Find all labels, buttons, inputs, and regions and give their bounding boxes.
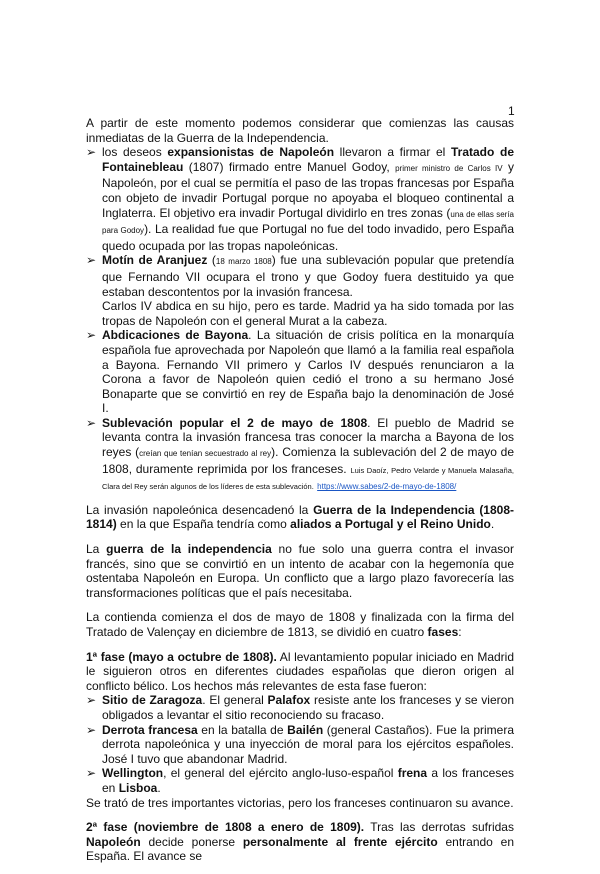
text-run: resiste ante los franceses y se vieron obligados a levantar el sitio reconociendo su fracaso.	[102, 693, 514, 722]
small-text: Luis Daoíz, Pedro Velarde y Manuela Malasaña, Clara del Rey serán algunos de los líderes de esta sublevación.	[102, 465, 514, 492]
bold-text: Lisboa	[118, 780, 158, 795]
phase-title: 2ª fase (noviembre de 1808 a enero de 1809).	[86, 820, 365, 835]
paragraph	[86, 610, 514, 639]
text-run: llevaron a firmar el	[334, 145, 451, 160]
small-text: primer ministro de Carlos IV	[395, 163, 503, 173]
text-run: .	[157, 780, 161, 795]
text-run: los deseos	[102, 145, 168, 160]
source-link[interactable]: https://www.sabes/2-de-mayo-de-1808/	[317, 482, 457, 492]
bold-text: Palafox	[267, 693, 311, 708]
text-run: . El general	[202, 693, 268, 708]
bold-text: expansionistas de Napoleón	[167, 145, 335, 160]
text-run: (general Castaños). Fue la primera derrota napoleónica y una inyección de moral para los ejércitos españoles. José I tuvo que abandonar Madrid.	[102, 722, 514, 766]
list-item	[86, 693, 514, 722]
bold-text: Sitio de Zaragoza	[102, 693, 203, 708]
arrow-bullet-icon: ➢	[86, 328, 97, 343]
list-item	[86, 145, 514, 253]
text-run: . La situación de crisis política en la monarquía española fue aprovechada por Napoleón que llamó a la familia real española a Bayona. Fernando VII primero y Carlos IV después renunciaron a la Corona a favor de Napoleón quien cedió el trono a su hermano José Bonaparte que se convirtió en rey de España bajo la denominación de José I.	[102, 328, 514, 416]
arrow-bullet-icon: ➢	[86, 145, 97, 160]
bold-text: personalmente al frente ejército	[242, 834, 438, 849]
bold-text: Derrota francesa	[102, 722, 198, 737]
phase-title: 1ª fase (mayo a octubre de 1808).	[86, 649, 277, 664]
page-number: 1	[508, 104, 515, 118]
intro-paragraph: A partir de este momento podemos considerar que comienzas las causas inmediatas de la Guerra de la Independencia.	[86, 116, 514, 145]
bold-text: guerra de la independencia	[106, 542, 272, 557]
bold-text: Guerra de la Independencia (1808-1814)	[86, 502, 515, 532]
text-run: ). La realidad fue que Portugal no fue del todo invadido, pero España quedo ocupada por las tropas napoleónicas.	[102, 222, 514, 253]
text-run: ) fue una sublevación popular que pretendía que Fernando VII ocupara el trono y que Godoy fuera destituido ya que estaban descontentos por la invasión francesa.	[102, 253, 514, 299]
arrow-bullet-icon: ➢	[86, 693, 97, 708]
bold-text: Sublevación popular el 2 de mayo de 1808	[102, 415, 368, 430]
bold-text: frena	[397, 766, 428, 781]
bold-text: Tratado de Fontainebleau	[102, 145, 514, 174]
text-run: Carlos IV abdica en su hijo, pero es tarde. Madrid ya ha sido tomada por las tropas de Napoleón con el general Murat a la cabeza.	[102, 299, 514, 328]
bold-text: Motín de Aranjuez	[102, 253, 208, 268]
causes-list	[86, 145, 514, 495]
text-run: La	[86, 542, 107, 557]
text-run: (1807) firmado entre Manuel Godoy,	[183, 159, 396, 174]
list-item	[86, 766, 514, 795]
text-run: :	[458, 625, 462, 639]
text-run: (	[207, 253, 216, 268]
bold-text: Bailén	[287, 722, 324, 737]
small-text: 18 marzo 1808	[215, 257, 272, 267]
summary-paragraph: Se trató de tres importantes victorias, pero los franceses continuaron su avance.	[86, 795, 514, 810]
facts-list	[86, 693, 514, 795]
text-run: . El pueblo de Madrid se levanta contra la invasión francesa tras conocer la marcha a Bayona de los reyes (	[102, 415, 514, 460]
text-run: Tras las derrotas sufridas	[364, 820, 514, 835]
phase1-paragraph	[86, 650, 514, 694]
text-run: , el general del ejército anglo-luso-español	[163, 766, 398, 781]
bold-text: fases	[427, 625, 459, 639]
arrow-bullet-icon: ➢	[86, 415, 97, 430]
list-item	[86, 723, 514, 767]
text-run: decide ponerse	[140, 834, 243, 849]
text-run: en la batalla de	[197, 722, 288, 737]
text-run: Al levantamiento popular iniciado en Madrid le siguieron otros en diferentes ciudades españolas que dieron origen al conflicto bélico. Los hechos más relevantes de esta fase fueron:	[86, 649, 514, 693]
text-run: .	[490, 517, 495, 532]
text-run: ). Comienza la sublevación del 2 de mayo de 1808, duramente reprimida por los franceses.	[102, 445, 514, 476]
paragraph	[86, 542, 514, 600]
bold-text: Napoleón	[86, 834, 141, 849]
list-item	[86, 416, 514, 495]
small-text: creían que tenían secuestrado al rey	[139, 449, 272, 459]
text-run: entrando en España. El avance se	[86, 834, 514, 864]
phase2-paragraph	[86, 820, 514, 864]
text-run: en la que España tendría como	[116, 517, 291, 532]
bold-text: Wellington	[102, 766, 164, 781]
arrow-bullet-icon: ➢	[86, 253, 97, 268]
list-item	[86, 253, 514, 328]
document-body	[86, 116, 514, 874]
text-run: no fue solo una guerra contra el invasor francés, sino que se convirtió en un intento de acabar con la hegemonía que ostentaba Napoleón en Europa. Un conflicto que a largo plazo favorecería las transformaciones políticas que el país necesitaba.	[86, 542, 514, 600]
text-run: La contienda comienza el dos de mayo de 1808 y finalizada con la firma del Tratado de Valençay en diciembre de 1813, se dividió en cuatro	[86, 610, 514, 639]
small-text: una de ellas sería para Godoy	[102, 209, 515, 236]
paragraph	[86, 503, 514, 532]
arrow-bullet-icon: ➢	[86, 722, 97, 737]
text-run: La invasión napoleónica desencadenó la	[86, 502, 314, 517]
list-item	[86, 328, 514, 416]
text-run: a los franceses en	[102, 766, 514, 795]
text-run: y Napoleón, por el cual se permitía el paso de las tropas francesas por España con objeto de invadir Portugal porque no apoyaba el bloqueo continental a Inglaterra. El objetivo era invadir Portugal dividirlo en tres zonas (	[102, 159, 514, 220]
arrow-bullet-icon: ➢	[86, 766, 97, 781]
bold-text: Abdicaciones de Bayona	[102, 328, 249, 343]
bold-text: aliados a Portugal y el Reino Unido	[290, 517, 491, 532]
